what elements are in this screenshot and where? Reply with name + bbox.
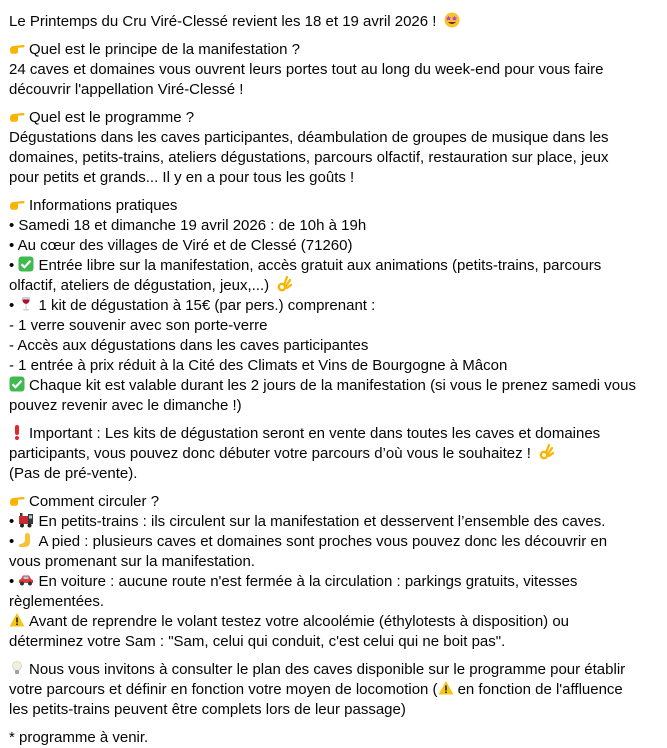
check-mark-icon: [18, 256, 34, 272]
section-heading: Informations pratiques: [9, 196, 661, 216]
car-icon: [18, 572, 34, 588]
section-principle: Quel est le principe de la manifestation ? 24 caves et domaines vous ouvrent leurs portes tout au long du week-end pour vous faire découvrir l'appellation Viré-Clessé !: [9, 40, 661, 100]
circulation-warning: Avant de reprendre le volant testez votre alcoolémie (éthylotests à disposition) ou: [9, 612, 661, 632]
locomotive-icon: [18, 512, 34, 528]
wine-glass-icon: [18, 296, 34, 312]
section-tip: Nous vous invitons à consulter le plan des caves disponible sur le programme pour établir votre parcours et définir en fonction votre moyen de locomotion ( en fonction de l'affluence les petits-trains peuvent être complets lors de leur passage): [9, 661, 626, 718]
title-text: Le Printemps du Cru Viré-Clessé revient les 18 et 19 avril 2026 !: [9, 13, 437, 30]
section-heading: Quel est le principe de la manifestation ?: [9, 40, 661, 60]
warning-icon: [9, 612, 25, 628]
star-struck-icon: [444, 12, 460, 28]
section-circulation: Comment circuler ? • En petits-trains : ils circulent sur la manifestation et desservent l’ensemble des caves. • A pied : plusieurs caves et domaines sont proches vous pouvez donc les découvrir en vous promenant sur la manifestation. • En voiture : aucune route n'est fermée à la circulation : parkings gratuits, vitesses règlementées. Avant de reprendre le volant testez votre alcoolémie (éthylotests à disposition) ou déterminez votre Sam : "Sam, celui qui conduit, c'est celui qui ne boit pas".: [9, 492, 661, 652]
light-bulb-icon: [9, 660, 25, 676]
foot-icon: [18, 532, 34, 548]
post-title: [9, 12, 661, 32]
kit-item: - Accès aux dégustations dans les caves participantes: [9, 337, 369, 354]
pointing-hand-icon: [9, 492, 25, 508]
exclamation-icon: [9, 424, 25, 440]
section-heading: Comment circuler ?: [9, 492, 661, 512]
warning-icon: [438, 680, 454, 696]
section-important: Important : Les kits de dégustation seront en vente dans toutes les caves et domaines participants, vous pouvez donc débuter votre parcours d’où vous le souhaitez ! (Pas de pré-vente).: [9, 425, 601, 482]
ok-hand-icon: [538, 444, 554, 460]
pointing-hand-icon: [9, 108, 25, 124]
ok-hand-icon: [276, 276, 292, 292]
circulation-foot: • A pied : plusieurs caves et domaines sont proches vous pouvez donc les découvrir en: [9, 533, 608, 550]
circulation-train: • En petits-trains : ils circulent sur la manifestation et desservent l’ensemble des caves.: [9, 513, 606, 530]
check-mark-icon: [9, 376, 25, 392]
section-heading: Quel est le programme ?: [9, 108, 661, 128]
info-kit: • 1 kit de dégustation à 15€ (par pers.) comprenant :: [9, 297, 376, 314]
circulation-car: • En voiture : aucune route n'est fermée à la circulation : parkings gratuits, vitesses: [9, 573, 578, 590]
info-entry: • Entrée libre sur la manifestation, accès gratuit aux animations (petits-trains, parcours: [9, 257, 602, 274]
pointing-hand-icon: [9, 40, 25, 56]
info-dates: • Samedi 18 et dimanche 19 avril 2026 : de 10h à 19h: [9, 217, 367, 234]
section-infos: Informations pratiques • Samedi 18 et dimanche 19 avril 2026 : de 10h à 19h • Au cœur des villages de Viré et de Clessé (71260) • Entrée libre sur la manifestation, accès gratuit aux animations (petits-trains, parcours olfactif, ateliers de dégustation, jeux,...) • 1 kit de dégustation à 15€ (par pers.) comprenant : - 1 verre souvenir avec son porte-verre - Accès aux dégustations dans les caves participantes - 1 entrée à prix réduit à la Cité des Climats et Vins de Bourgogne à Mâcon Chaque kit est valable durant les 2 jours de la manifestation (si vous le prenez samedi vous pouvez revenir avec le dimanche !): [9, 196, 661, 416]
kit-item: - 1 verre souvenir avec son porte-verre: [9, 317, 268, 334]
section-programme: Quel est le programme ? Dégustations dans les caves participantes, déambulation de groupes de musique dans les domaines, petits-trains, ateliers dégustations, parcours olfactif, restauration sur place, jeux pour petits et grands... Il y en a pour tous les goûts !: [9, 108, 661, 188]
footnote: * programme à venir.: [9, 729, 149, 746]
kit-item: - 1 entrée à prix réduit à la Cité des Climats et Vins de Bourgogne à Mâcon: [9, 357, 508, 374]
info-validity: Chaque kit est valable durant les 2 jours de la manifestation (si vous le prenez samedi vous: [9, 376, 661, 396]
pointing-hand-icon: [9, 196, 25, 212]
info-location: • Au cœur des villages de Viré et de Clessé (71260): [9, 237, 353, 254]
